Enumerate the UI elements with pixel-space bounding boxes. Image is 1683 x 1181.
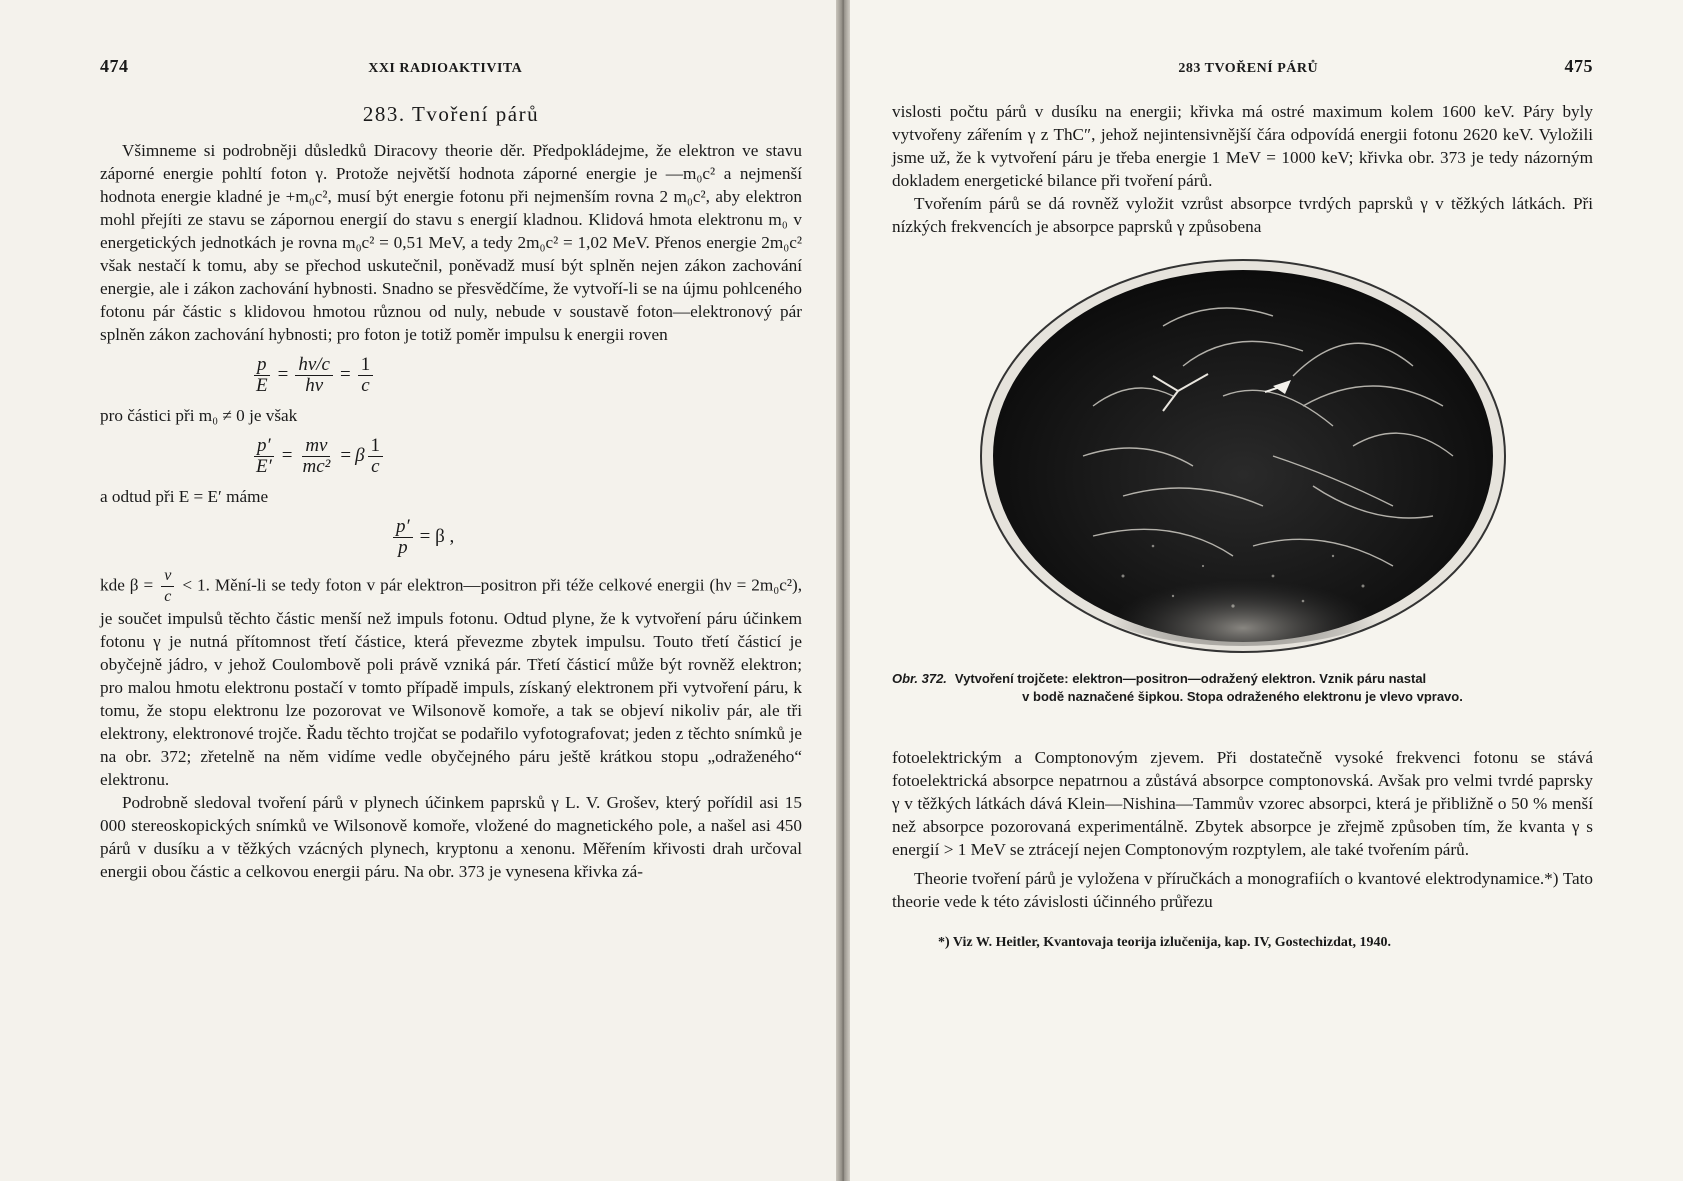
right-running-head [892,56,1593,86]
text-between-1: pro částici při m₀ ≠ 0 je však [100,406,298,425]
left-running-title: XXI RADIOAKTIVITA [368,61,523,76]
figure-caption-line1: Vytvoření trojčete: elektron—positron—odražený elektron. Vznik páru nastal [954,671,1427,686]
formula-particle-ratio: $\frac{p'}{E'}$ = $\frac{mv}{\text{mc²}}$ = β $\frac{1}{c}$ [250,433,802,479]
left-running-head [100,56,802,86]
text-between-2: a odtud při E = E′ máme [100,487,269,506]
right-page [842,0,1683,1181]
beta-symbol: β [355,445,365,466]
fraction: $\frac{p}{E}$ [256,353,268,396]
left-paragraph-1: Všimneme si podrobněji důsledků Diracovy theorie děr. Předpokládejme, že elektron ve stavu záporné energie pohltí foton γ. Protože největší hodnota záporné energie je —m₀c² a nejmenší hodnota energie kladné je +m₀c², musí být energie fotonu při nejmenším rovna 2 m₀c², aby elektron mohl přejíti ze stavu se zápornou energií do stavu s energií kladnou. Klidová hmota elektronu m₀ v energetických jednotkách je rovna m₀c² = 0,51 MeV, a tedy 2m₀c² = 1,02 MeV. Přenos energie 2m₀c² však nestačí k tomu, aby se přechod uskutečnil, poněvadž musí být splněn nejen zákon zachování energie, ale i zákon zachování hybnosti. Snadno se přesvědčíme, že vytvoří-li se na újmu pohlceného fotonu pár částic s klidovou hmotou různou od nuly, nebude v soustavě foton—elektronový pár splněn zákon zachování hybnosti; pro foton je totiž poměr impulsu k energii roven [100,141,802,344]
footnote: *) Viz W. Heitler, Kvantovaja teorija izlučenija, kap. IV, Gostechizdat, 1940. [938,935,1392,950]
right-page-number: 475 [1564,56,1593,76]
fraction: $\frac{h\nu/c}{h\nu}$ [295,355,333,396]
right-paragraph-2: Tvořením párů se dá rovněž vyložit vzrůst absorpce tvrdých paprsků γ v těžkých látkách. Při nízkých frekvencích je absorpce paprsků γ způsobena [892,194,1593,236]
fraction: $\frac{p'}{E'}$ [256,434,272,477]
formula-photon-ratio: $\frac{p}{E}$ = $\frac{h\nu/c}{h\nu}$ = $\frac{1}{c}$ [250,352,802,398]
cloud-chamber-photo [973,256,1513,656]
fraction: $\frac{1}{c}$ [358,355,374,396]
right-paragraph-4: Theorie tvoření párů je vyložena v příručkách a monografiích o kvantové elektrodynamice.*) Tato theorie vede k této závislosti účinného průřezu [892,869,1593,911]
fraction: $\frac{v}{c}$ [161,566,174,607]
left-paragraph-3: Podrobně sledoval tvoření párů v plynech účinkem paprsků γ L. V. Grošev, který pořídil asi 15 000 stereoskopických snímků ve Wilsonově komoře, vložené do magnetického pole, a našel asi 450 párů v dusíku a v těžkých vzácných plynech, kryptonu a xenonu. Měřením křivosti drah určoval energii obou částic a celkovou energii páru. Na obr. 373 je vynesena křivka zá- [100,793,802,881]
book-gutter [836,0,850,1181]
figure-caption-line2: v bodě naznačené šipkou. Stopa odraženého elektronu je vlevo vpravo. [1022,689,1463,704]
right-paragraph-1: vislosti počtu párů v dusíku na energii; křivka má ostré maximum kolem 1600 keV. Páry byly vytvořeny zářením γ z ThC″, jehož nejintensivnější čára odpovídá energii fotonu 2620 keV. Vyložili jsme už, že k vytvoření páru je třeba energie 1 MeV = 1000 keV; křivka obr. 373 je tedy názorným dokladem energetické bilance při tvoření párů. [892,102,1593,190]
figure-caption-label: Obr. 372. [892,671,947,686]
fraction: $\frac{1}{c}$ [368,436,384,477]
section-title: 283. Tvoření párů [362,102,540,126]
left-page-number: 474 [100,56,129,76]
left-paragraph-2: kde β = $\frac{v}{c}$ < 1. Mění-li se tedy foton v pár elektron—positron při téže celkové energii (hν = 2m₀c²), je součet impulsů těchto částic menší než impuls fotonu. Odtud plyne, že k vytvoření páru účinkem fotonu γ je nutná přítomnost třetí částice, která převezme zbytek impulsu. Touto třetí částicí je obyčejně jádro, v jehož Coulombově poli právě vzniká pár. Třetí částicí může být rovněž elektron; pro malou hmotu elektronu postačí v tomto případě impuls, získaný elektronem při vytvoření páru, k tomu, že stopu elektronu lze pozorovat ve Wilsonově komoře, a tak se objeví nikoliv pár, ale tři elektrony, elektronové trojče. Řadu těchto trojčat se podařilo vyfotografovat; jeden z těchto snímků je na obr. 372; zřetelně na něm vidíme vedle obyčejného páru ještě krátkou stopu „odraženého“ elektronu. [100,567,803,789]
formula-beta: $\frac{p'}{p}$ = β , [390,514,802,560]
fraction: $\frac{mv}{\text{mc²}}$ [302,434,331,477]
right-running-title: 283 TVOŘENÍ PÁRŮ [1178,61,1319,76]
cloud-chamber-image [973,256,1513,656]
fraction: $\frac{p'}{p}$ [393,517,413,558]
right-paragraph-3: fotoelektrickým a Comptonovým zjevem. Při dostatečně vysoké frekvenci fotonu se stává fotoelektrická absorpce nepatrnou a zůstává absorpce comptonovská. Avšak pro velmi tvrdé paprsky γ v těžkých látkách dává Klein—Nishina—Tammův vzorec absorpci, která je přibližně o 50 % menší než absorpce pozorovaná experimentálně. Zbytek absorpce je zřejmě způsoben tím, že kvanta γ s energií > 1 MeV se ztrácejí nejen Comptonovým rozptylem, ale také tvořením párů. [892,748,1593,859]
figure-caption [892,670,1593,706]
